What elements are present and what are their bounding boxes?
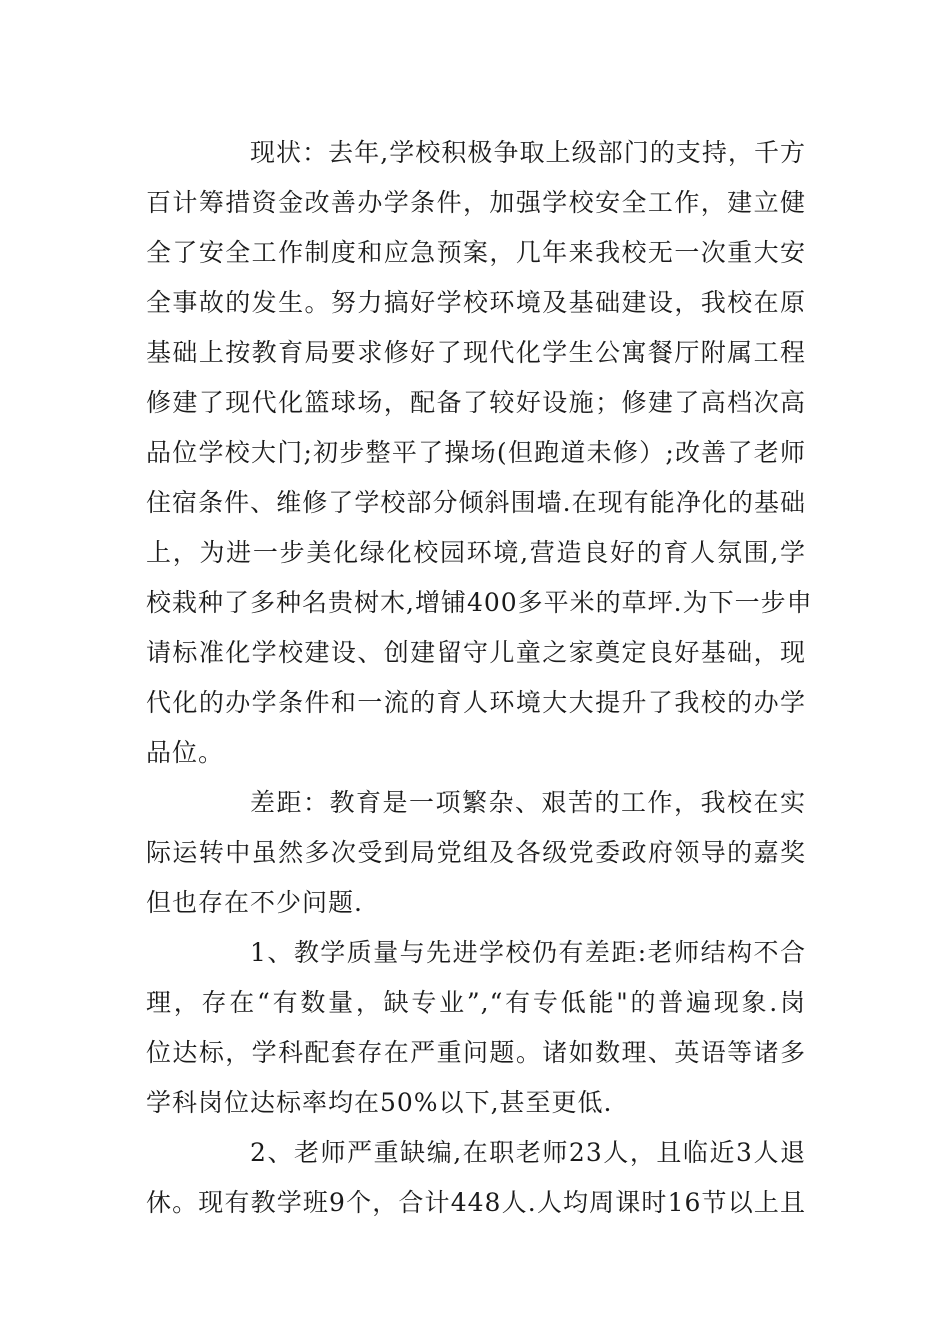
text-line: 全了安全工作制度和应急预案，几年来我校无一次重大安 [146,238,806,267]
paragraph-teaching-quality [146,928,806,1128]
text-line: 代化的办学条件和一流的育人环境大大提升了我校的办学 [146,688,806,717]
text-line: 休。现有教学班9个，合计448人.人均周课时16节以上且 [146,1188,806,1217]
text-line: 基础上按教育局要求修好了现代化学生公寓餐厅附属工程 [146,338,806,367]
text-line: 品位学校大门;初步整平了操场(但跑道未修）;改善了老师 [146,438,806,467]
paragraph-gap [146,778,806,928]
text-line: 品位。 [146,738,225,767]
text-line: 全事故的发生。努力搞好学校环境及基础建设，我校在原 [146,288,806,317]
text-line: 上，为进一步美化绿化校园环境,营造良好的育人氛围,学 [146,538,806,567]
text-line: 际运转中虽然多次受到局党组及各级党委政府领导的嘉奖 [146,838,806,867]
text-line: 理，存在“有数量，缺专业”,“有专低能"的普遍现象.岗 [146,988,806,1017]
document-body [146,128,813,1228]
text-line: 校栽种了多种名贵树木,增铺400多平米的草坪.为下一步申 [146,588,813,617]
text-line: 请标准化学校建设、创建留守儿童之家奠定良好基础，现 [146,638,806,667]
paragraph-teacher-shortage [146,1128,806,1228]
text-line: 百计筹措资金改善办学条件，加强学校安全工作，建立健 [146,188,806,217]
text-line: 2、老师严重缺编,在职老师23人，且临近3人退 [250,1138,806,1167]
text-line: 现状：去年,学校积极争取上级部门的支持，千方 [250,138,806,167]
text-line: 位达标，学科配套存在严重问题。诸如数理、英语等诸多 [146,1038,806,1067]
text-line: 但也存在不少问题. [146,888,363,917]
text-line: 住宿条件、维修了学校部分倾斜围墙.在现有能净化的基础 [146,488,806,517]
text-line: 学科岗位达标率均在50%以下,甚至更低. [146,1088,613,1117]
text-line: 1、教学质量与先进学校仍有差距:老师结构不合 [250,938,806,967]
text-line: 修建了现代化篮球场，配备了较好设施；修建了高档次高 [146,388,806,417]
text-line: 差距：教育是一项繁杂、艰苦的工作，我校在实 [250,788,806,817]
paragraph-status [146,128,813,778]
